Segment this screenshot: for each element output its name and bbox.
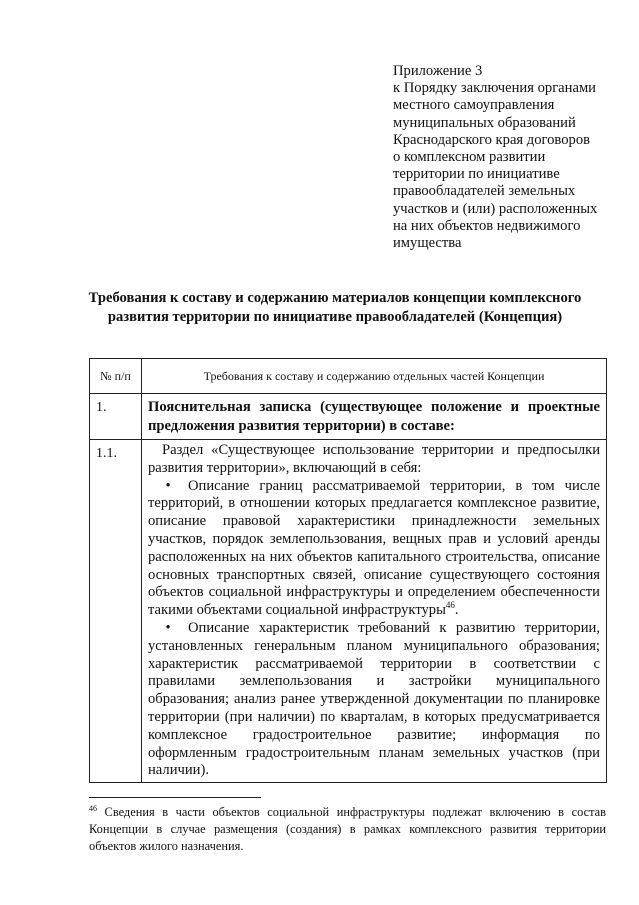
appendix-line: правообладателей земельных — [393, 183, 576, 200]
appendix-line: на них объектов недвижимого — [393, 217, 581, 234]
header-number-cell: № п/п — [90, 359, 142, 394]
appendix-line: муниципальных образований — [393, 114, 576, 131]
footnote-mark: 46 — [89, 803, 97, 813]
appendix-line: к Порядку заключения органами — [393, 80, 596, 97]
requirements-table — [89, 358, 607, 783]
appendix-line: имущества — [393, 235, 462, 252]
document-title-line-2: развития территории по инициативе правообладателей (Концепция) — [107, 309, 563, 325]
footnote — [89, 804, 606, 855]
row-number: 1.1. — [90, 440, 142, 783]
appendix-line: участков и (или) расположенных — [393, 200, 598, 217]
bullet-item — [148, 478, 600, 620]
bullet-end: . — [454, 602, 459, 619]
footnote-reference: 46 — [445, 600, 455, 611]
appendix-header — [393, 63, 633, 252]
table-header-row — [90, 359, 607, 394]
header-requirements-cell: Требования к составу и содержанию отдельных частей Концепции — [142, 359, 607, 394]
section-intro: Раздел «Существующее использование территории и предпосылки развития территории», включающий в себя: — [148, 442, 600, 476]
table-row — [90, 394, 607, 440]
bullet-text: Описание границ рассматриваемой территории, в том числе территорий, в отношении которых предлагается комплексное развитие, описание правовой характеристики принадлежности земельных участков, порядок землепользования, вещных прав и условий аренды расположенных на них объектов капитального строительства, описание основных транспортных связей, описание существующего состояния объектов социальной инфраструктуры и определением обеспеченности такими объектами социальной инфраструктуры — [148, 477, 600, 619]
footnote-text: Сведения в части объектов социальной инфраструктуры подлежат включению в состав Концепции в случае размещения (создания) в рамках комплексного развития территории объектов жилого назначения. — [89, 805, 606, 853]
appendix-line: территории по инициативе — [393, 166, 560, 183]
section-title: Пояснительная записка (существующее положение и проектные предложения развития территории) в составе: — [142, 394, 607, 440]
appendix-line: Краснодарского края договоров — [393, 131, 591, 148]
document-title — [70, 289, 600, 327]
document-title-line-1: Требования к составу и содержанию материалов концепции комплексного — [88, 290, 582, 306]
footnote-divider — [89, 797, 261, 798]
table-row — [90, 440, 607, 783]
bullet-item — [148, 620, 600, 780]
row-number: 1. — [90, 394, 142, 440]
bullet-icon: • — [165, 477, 171, 494]
appendix-line: о комплексном развитии — [393, 149, 546, 166]
bullet-text: Описание характеристик требований к развитию территории, установленных генеральным планом муниципального образования; характеристик рассматриваемой территории в соответствии с правилами землепользования и застройки муниципального образования; анализ ранее утвержденной документации по планировке территории (при наличии) по кварталам, в которых предусматривается комплексное градостроительное развитие; информация по оформленным градостроительным планам земельных участков (при наличии). — [148, 619, 600, 779]
appendix-line: Приложение 3 — [393, 63, 483, 79]
row-content — [142, 440, 607, 783]
bullet-icon: • — [165, 619, 171, 636]
appendix-line: местного самоуправления — [393, 97, 555, 114]
